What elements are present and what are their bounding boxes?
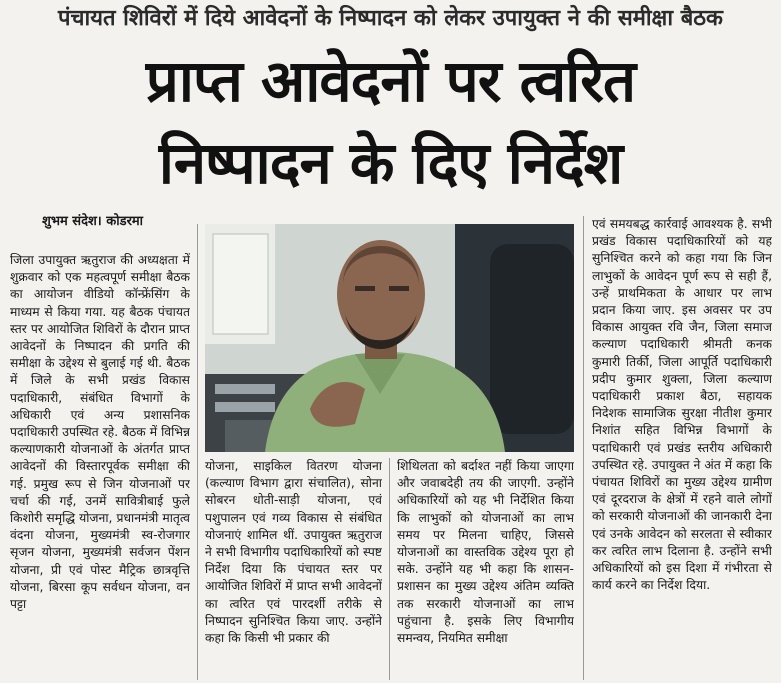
headline-line-1: प्राप्त आवेदनों पर त्वरित: [145, 47, 636, 115]
article-column-1: जिला उपायुक्त ऋतुराज की अध्यक्षता में शुक्रवार को एक महत्वपूर्ण समीक्षा बैठक का आयोजन वीडियो कॉन्फ्रेंसिंग के माध्यम से किया गया. यह बैठक पंचायत स्तर पर आयोजित शिविरों के दौरान प्राप्त आवेदनों के निष्पादन की प्रगति की समीक्षा के उद्देश्य से बुलाई गई थी. बैठक में जिले के सभी प्रखंड विकास पदाधिकारी, संबंधित विभागों के अधिकारी एवं अन्य प्रशासनिक पदाधिकारी उपस्थित रहे. बैठक में विभिन्न कल्याणकारी योजनाओं के अंतर्गत प्राप्त आवेदनों की विस्तारपूर्वक समीक्षा की गई. प्रमुख रूप से जिन योजनाओं पर चर्चा की गई, उनमें सावित्रीबाई फुले किशोरी समृद्धि योजना, प्रधानमंत्री मातृत्व वंदना योजना, मुख्यमंत्री स्व-रोजगार सृजन योजना, मुख्यमंत्री सर्वजन पेंशन योजना, प्री एवं पोस्ट मैट्रिक छात्रवृत्ति योजना, बिरसा कूप सर्वधन योजना, वन पट्टा: [10, 253, 190, 612]
photo-illustration: [205, 224, 574, 452]
column-divider: [389, 458, 390, 680]
article-kicker: पंचायत शिविरों में दिये आवेदनों के निष्पादन को लेकर उपायुक्त ने की समीक्षा बैठक: [58, 6, 723, 31]
byline: शुभम संदेश। कोडरमा: [42, 214, 144, 229]
article-column-4: एवं समयबद्ध कार्रवाई आवश्यक है. सभी प्रखंड विकास पदाधिकारियों को यह सुनिश्चित करने को कहा गया कि जिन लाभुकों के आवेदन पूर्ण रूप से सही हैं, उन्हें प्राथमिकता के आधार पर लाभ प्रदान किया जाए. इस अवसर पर उप विकास आयुक्त रवि जैन, जिला समाज कल्याण पदाधिकारी श्रीमती कनक कुमारी तिर्की, जिला आपूर्ति पदाधिकारी प्रदीप कुमार शुक्ला, जिला कल्याण पदाधिकारी प्रकाश बैठा, सहायक निदेशक सामाजिक सुरक्षा नीतीश कुमार निशांत सहित विभिन्न विभागों के पदाधिकारी एवं प्रखंड स्तरीय अधिकारी उपस्थित रहे. उपायुक्त ने अंत में कहा कि पंचायत शिविरों का मुख्य उद्देश्य ग्रामीण एवं दूरदराज के क्षेत्रों में रहने वाले लोगों को सरकारी योजनाओं की जानकारी देना एवं उनके आवेदन को सरलता से स्वीकार कर त्वरित लाभ दिलाना है. उन्होंने सभी अधिकारियों को इस दिशा में गंभीरता से कार्य करने का निर्देश दिया.: [592, 217, 772, 593]
headline-line-2: निष्पादन के दिए निर्देश: [158, 129, 623, 197]
article-photo: [205, 224, 574, 452]
column-divider: [197, 224, 198, 680]
article-column-2: योजना, साइकिल वितरण योजना (कल्याण विभाग द्वारा संचालित), सोना सोबरन धोती-साड़ी योजना, एवं पशुपालन एवं गव्य विकास से संबंधित योजनाएं शामिल थीं. उपायुक्त ऋतुराज ने सभी विभागीय पदाधिकारियों को स्पष्ट निर्देश दिया कि पंचायत स्तर पर आयोजित शिविरों में प्राप्त सभी आवेदनों का त्वरित एवं पारदर्शी तरीके से निष्पादन सुनिश्चित किया जाए. उन्होंने कहा कि किसी भी प्रकार की: [205, 459, 382, 646]
column-divider: [583, 216, 584, 680]
article-column-3: शिथिलता को बर्दाश्त नहीं किया जाएगा और जवाबदेही तय की जाएगी. उन्होंने अधिकारियों को यह भी निर्देशित किया कि लाभुकों को योजनाओं का लाभ समय पर मिलना चाहिए, जिससे योजनाओं का वास्तविक उद्देश्य पूरा हो सके. उन्होंने यह भी कहा कि शासन-प्रशासन का मुख्य उद्देश्य अंतिम व्यक्ति तक सरकारी योजनाओं का लाभ पहुंचाना है. इसके लिए विभागीय समन्वय, नियमित समीक्षा: [397, 459, 574, 646]
